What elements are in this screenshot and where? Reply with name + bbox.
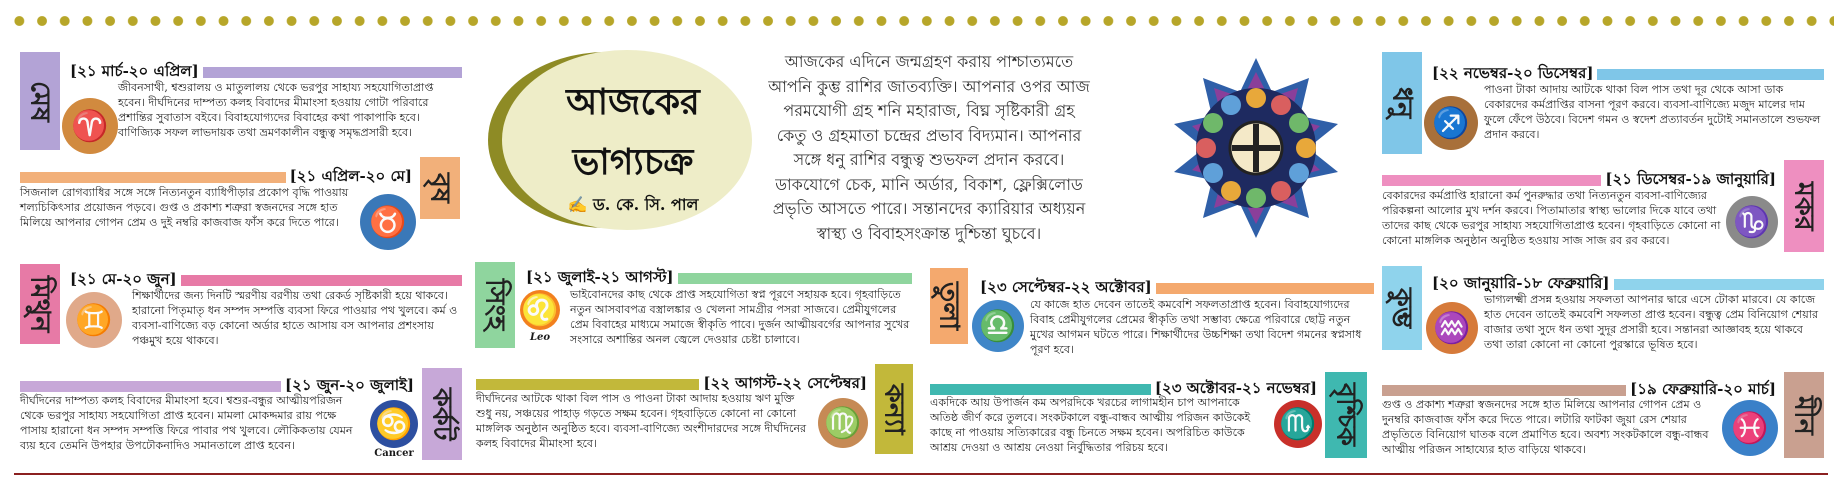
sagittarius-text: পাওনা টাকা আদায় আটকে থাকা বিল পাস তথা দূর থেকে আসা ডাক বেকারদের কর্মপ্রাপ্তির বাসনা পূরণ করবে। ব্যবসা-বাণিজ্যে মজুদ মালের দাম ফুলে ফেঁপে উঠবে। বিদেশ গমন ও স্বদেশ প্রত্যাবর্তন দুটোই সমানতালে শুভফল প্রদান করবে। [1484,83,1821,141]
pisces-tab: মীন [1784,372,1824,458]
zodiac-wheel-icon [1166,58,1346,238]
cancer-tab: কর্কট [422,368,462,460]
taurus-date: [২১ এপ্রিল-২০ মে] [286,165,416,190]
cancer-icon-label: Cancer [374,448,414,459]
aquarius-text: ভাগ্যলক্ষ্মী প্রসন্ন হওয়ায় সফলতা আপনার দ্বারে এসে টোকা মারবে। যে কাজে হাত দেবেন তাতেই কমবেশি সফলতা প্রাপ্ত হবেন। বন্ধুত্ব প্রেম বিনিয়োগ শেয়ার বাজার তথা সুদে ধন তথা সুদূর প্রসারী হবে। সন্তানরা আজ্ঞাবহ হয়ে থাকবে তথা তারা কোনো না কোনো পুরস্কারে ভূষিত হবে। [1484,293,1818,351]
scales-icon: ♎ [972,300,1024,352]
capricorn-tab: মকর [1784,160,1824,252]
libra-tab: তুলা [930,268,968,344]
gemini-text: শিক্ষার্থীদের জন্য দিনটি স্মরণীয় বরণীয় তথা রেকর্ড সৃষ্টিকারী হয়ে থাকবে। হারানো পিতৃমাতৃ ধন সম্পদ সম্পত্তি ব্যবসা ফিরে পাওয়ার পথ খুলবে। কর্ম ও ব্যবসা-বাণিজ্যে বড় কোনো অর্ডার হাতে আসায় বস আপনার প্রশংসায় পঞ্চমুখ হয়ে থাকবে। [132,289,458,347]
scorpio-date: [২৩ অক্টোবর-২১ নভেম্বর] [1151,377,1321,402]
virgo-text: দীর্ঘদিনের আটকে থাকা বিল পাস ও পাওনা টাকা আদায় হওয়ায় ঋণ মুক্তি শুধু নয়, সঞ্চয়ের পাহাড় গড়তে সক্ষম হবেন। গৃহবাড়িতে কোনো না কোনো মাঙ্গলিক অনুষ্ঠান অনুষ্ঠিত হবে। ব্যবসা-বাণিজ্যে অংশীদারদের সঙ্গে দীর্ঘদিনের কলহ বিবাদের মীমাংসা হবে। [476,392,807,450]
leo-tab: সিংহ [475,262,515,348]
sagittarius-tab: ধনু [1382,52,1422,154]
lion-icon: ♌ [520,290,560,330]
twins-icon: ♊ [66,292,122,348]
aries-tab: মেষ [20,52,60,150]
leo-text: ভাইবোনদের কাছ থেকে প্রাপ্ত সহযোগিতা স্বপ্ন পূরণে সহায়ক হবে। গৃহবাড়িতে নতুন আসবাবপত্র বস্ত্রালঙ্কার ও খেলনা সামগ্রীর পসরা সাজবে। প্রেমীযুগলের প্রেম বিবাহের মাধ্যমে সমাজে স্বীকৃতি পাবে। দুর্জন আত্মীয়বর্গের আপনার সুখের সংসারে অশান্তির অনল জ্বেলে দেওয়ার চেষ্টা চালাবে। [570,288,910,346]
scorpio-tab: বৃশ্চিক [1325,372,1367,458]
virgo-tab: কন্যা [875,364,913,454]
ram-icon: ♈ [62,98,118,154]
gemini-date: [২১ মে-২০ জুন] [66,268,181,293]
aquarius-date: [২০ জানুয়ারি-১৮ ফেব্রুয়ারি] [1428,272,1614,297]
scorpio-text: একদিকে আয় উপার্জন কম অপরদিকে খরচের লাগামহীন চাপ আপনাকে অতিষ্ঠ জীর্ণ করে তুলবে। সংকটকালে বন্ধু-বান্ধব আত্মীয় পরিজন কাউকেই কাছে না পাওয়ায় সত্যিকারের বন্ধু চিনতে সক্ষম হবেন। অপরিচিত কাউকে আশ্রয় দেওয়া ও আশ্রয় নেওয়া নির্বুদ্ধিতার পরিচয় হবে। [930,396,1251,454]
leo-icon-label: Leo [529,332,551,343]
libra-date: [২৩ সেপ্টেম্বর-২২ অক্টোবর] [976,276,1156,301]
libra-text: যে কাজে হাত দেবেন তাতেই কমবেশি সফলতাপ্রাপ্ত হবেন। বিবাহযোগ্যদের বিবাহ প্রেমীযুগলের প্রেমের স্বীকৃতি তথা সম্ভাব্য ক্ষেত্রে পরিবারে ছোট্ট নতুন মুখের আগমন ঘটতে পারে। শিক্ষার্থীদের উচ্চশিক্ষা তথা বিদেশ গমনের স্বপ্নসাধ পূরণ হবে। [1030,298,1362,356]
taurus-tab: বৃষ [420,157,460,219]
water-bearer-icon: ♒ [1426,302,1478,354]
bull-icon: ♉ [360,194,416,250]
scorpion-icon: ♏ [1274,400,1322,448]
archer-icon: ♐ [1424,96,1478,150]
maiden-icon: ♍ [818,398,868,448]
virgo-date: [২২ আগস্ট-২২ সেপ্টেম্বর] [699,372,871,397]
pisces-date: [১৯ ফেব্রুয়ারি-২০ মার্চ] [1626,378,1780,403]
pisces-text: গুপ্ত ও প্রকাশ্য শত্রুরা স্বজনদের সঙ্গে হাত মিলিয়ে আপনার গোপন প্রেম ও দুনম্বরি কাজবাজ ফাঁস করে দিতে পারে। লটারি ফাটকা জুয়া রেস শেয়ার প্রভৃতিতে বিনিয়োগ ঘাতক বলে প্রমাণিত হবে। অবশ্য সংকটকালে বন্ধু-বান্ধব আত্মীয় পরিজন সাহায্যের হাত বাড়িয়ে থাকবে। [1382,398,1709,456]
aries-date: [২১ মার্চ-২০ এপ্রিল] [66,60,203,85]
page-title: আজকের ভাগ্যচক্র [566,81,700,183]
goat-icon: ♑ [1726,196,1778,248]
cancer-date: [২১ জুন-২০ জুলাই] [281,374,418,399]
dotted-border [8,14,1834,28]
capricorn-date: [২১ ডিসেম্বর-১৯ জানুয়ারি] [1601,168,1780,193]
gemini-tab: মিথুন [20,264,60,344]
taurus-text: সিজনাল রোগব্যাধির সঙ্গে সঙ্গে নিত্যনতুন ব্যাধিপীড়ার প্রকোপ বৃদ্ধি পাওয়ায় শল্যচিকিৎসার প্রয়োজন পড়বে। গুপ্ত ও প্রকাশ্য শত্রুরা স্বজনদের সঙ্গে হাত মিলিয়ে আপনার গোপন প্রেম ও দুই নম্বরি কাজবাজ ফাঁস করে দিতে পারে। [20,186,349,229]
leo-date: [২১ জুলাই-২১ আগস্ট] [522,266,678,291]
title-panel [488,52,760,228]
aquarius-tab: কুম্ভ [1382,266,1422,350]
author-byline: ✍ ড. কে. সি. পাল [567,195,699,214]
bottom-rule [14,473,1828,475]
crab-icon: ♋ [370,400,418,448]
intro-text: আজকের এদিনে জন্মগ্রহণ করায় পাশ্চাত্যমতে আপনি কুম্ভ রাশির জাতব্যক্তি। আপনার ওপর আজ পরমযোগী গ্রহ শনি মহারাজ, বিঘ্ন সৃষ্টিকারী গ্রহ কেতু ও গ্রহমাতা চন্দ্রের প্রভাব বিদ্যমান। আপনার সঙ্গে ধনু রাশির বন্ধুত্ব শুভফল প্রদান করবে। ডাকযোগে চেক, মানি অর্ডার, বিকাশ, ফ্লেক্সিলোড প্রভৃতি আসতে পারে। সন্তানদের ক্যারিয়ার অধ্যয়ন স্বাস্থ্য ও বিবাহসংক্রান্ত দুশ্চিন্তা ঘুচবে। [768,52,1090,243]
cancer-text: দীর্ঘদিনের দাম্পত্য কলহ বিবাদের মীমাংসা হবে। শ্বশুর-বন্ধুর আত্মীয়পরিজন থেকে ভরপুর সাহায্য সহযোগিতা প্রাপ্ত হবেন। মামলা মোকদ্দমার রায় পক্ষে পাসায় হারানো ধন সম্পদ সম্পত্তি ফিরে পাবার পথ খুলবে। লৌকিকতায় যেমন ব্যয় হবে তেমনি উপহার উপঢৌকনাদিও সমানতালে প্রাপ্ত হবেন। [20,394,353,452]
fish-icon: ♓ [1722,400,1778,456]
capricorn-text: বেকারদের কর্মপ্রাপ্তি হারানো কর্ম পুনরুদ্ধার তথা নিত্যনতুন ব্যবসা-বাণিজ্যের পরিকল্পনা আলোর মুখ দর্শন করবে। পিতামাতার স্বাস্থ্য ভালোর দিকে যাবে তথা তাদের কাছ থেকে ভরপুর সাহায্য সহযোগিতাপ্রাপ্ত হবেন। গৃহবাড়িতে কোনো না কোনো মাঙ্গলিক অনুষ্ঠান অনুষ্ঠিত হওয়ায় সাজ সাজ রব রব করবে। [1382,189,1721,247]
aries-text: জীবনসাথী, শ্বশুরালয় ও মাতুলালয় থেকে ভরপুর সাহায্য সহযোগিতাপ্রাপ্ত হবেন। দীর্ঘদিনের দাম্পত্য কলহ বিবাদের মীমাংসা হওয়ায় গোটা পরিবারে প্রশান্তির সুবাতাস বইবে। বিবাহযোগ্যদের বিবাহের কথা পাকাপাকি হবে। বাণিজ্যিক সফল লাভদায়ক তথা ভ্রমণকালীন বন্ধুত্ব সমৃদ্ধপ্রসারী হবে। [118,81,434,139]
sagittarius-date: [২২ নভেম্বর-২০ ডিসেম্বর] [1428,62,1597,87]
